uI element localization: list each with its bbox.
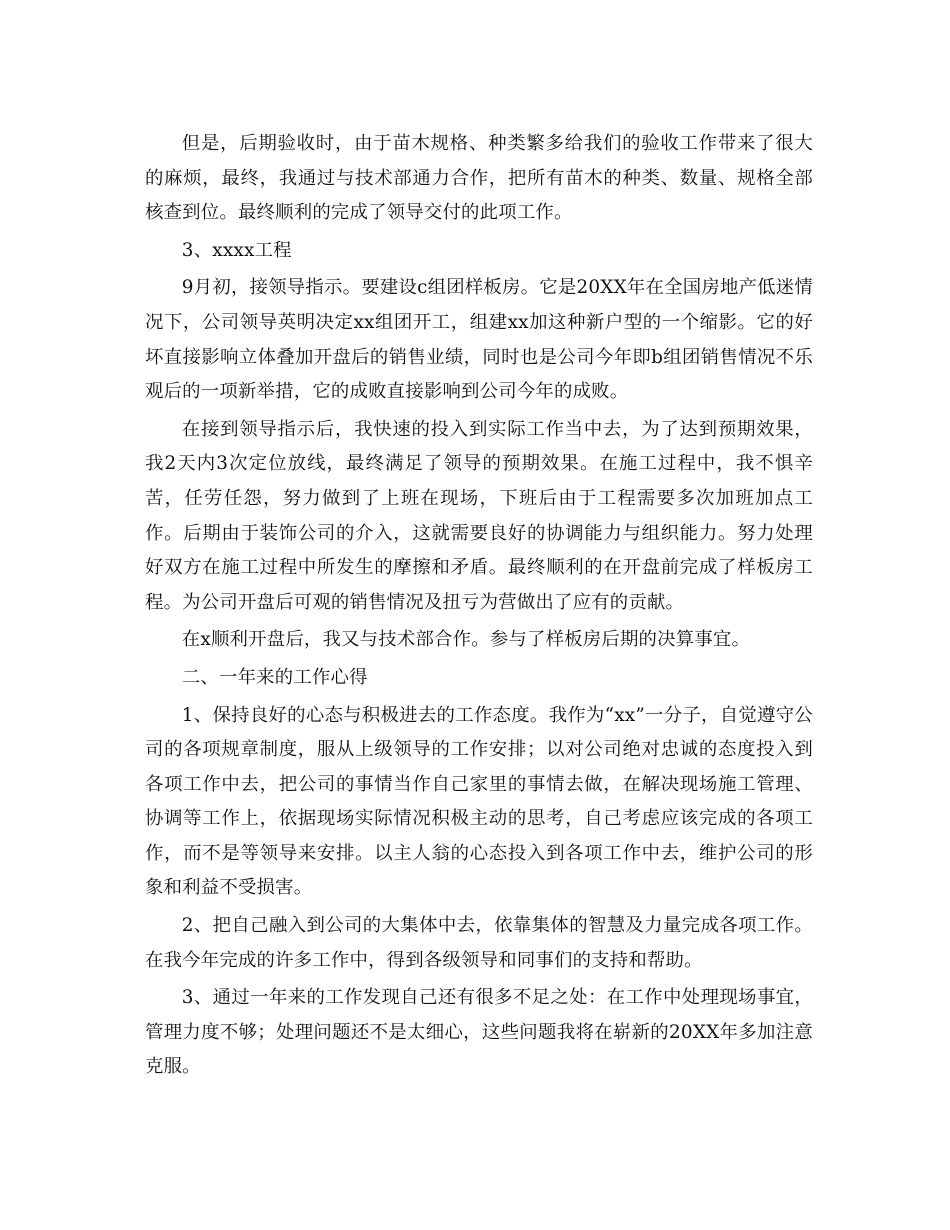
paragraph-experience-3: 3、通过一年来的工作发现自己还有很多不足之处：在工作中处理现场事宜，管理力度不够；处理问题还不是太细心，这些问题我将在崭新的20XX年多加注意克服。 [145, 987, 813, 1078]
paragraph-acceptance: 但是，后期验收时，由于苗木规格、种类繁多给我们的验收工作带来了很大的麻烦，最终，我通过与技术部通力合作，把所有苗木的种类、数量、规格全部核查到位。最终顺利的完成了领导交付的此项工作。 [145, 133, 813, 224]
paragraph-experience-1: 1、保持良好的心态与积极进去的工作态度。我作为“xx”一分子，自觉遵守公司的各项规章制度，服从上级领导的工作安排；以对公司绝对忠诚的态度投入到各项工作中去，把公司的事情当作自己家里的事情去做，在解决现场施工管理、协调等工作上，依据现场实际情况积极主动的思考，自己考虑应该完成的各项工作，而不是等领导来安排。以主人翁的心态投入到各项工作中去，维护公司的形象和利益不受损害。 [145, 704, 813, 899]
paragraph-project-work: 在接到领导指示后，我快速的投入到实际工作当中去，为了达到预期效果，我2天内3次定位放线，最终满足了领导的预期效果。在施工过程中，我不惧辛苦，任劳任怨，努力做到了上班在现场，下班后由于工程需要多次加班加点工作。后期由于装饰公司的介入，这就需要良好的协调能力与组织能力。努力处理好双方在施工过程中所发生的摩擦和矛盾。最终顺利的在开盘前完成了样板房工程。为公司开盘后可观的销售情况及扭亏为营做出了应有的贡献。 [145, 418, 813, 613]
paragraph-experience-2: 2、把自己融入到公司的大集体中去，依靠集体的智慧及力量完成各项工作。在我今年完成的许多工作中，得到各级领导和同事们的支持和帮助。 [145, 915, 813, 971]
paragraph-project-intro: 9月初，接领导指示。要建设c组团样板房。它是20XX年在全国房地产低迷情况下，公司领导英明决定xx组团开工，组建xx加这种新户型的一个缩影。它的好坏直接影响立体叠加开盘后的销售业绩，同时也是公司今年即b组团销售情况不乐观后的一项新举措，它的成败直接影响到公司今年的成败。 [145, 277, 813, 403]
paragraph-after-opening: 在x顺利开盘后，我又与技术部合作。参与了样板房后期的决算事宜。 [181, 629, 751, 651]
section-heading-experience: 二、一年来的工作心得 [181, 666, 368, 688]
heading-project-3: 3、xxxx工程 [181, 239, 292, 261]
document-body [145, 127, 813, 1088]
